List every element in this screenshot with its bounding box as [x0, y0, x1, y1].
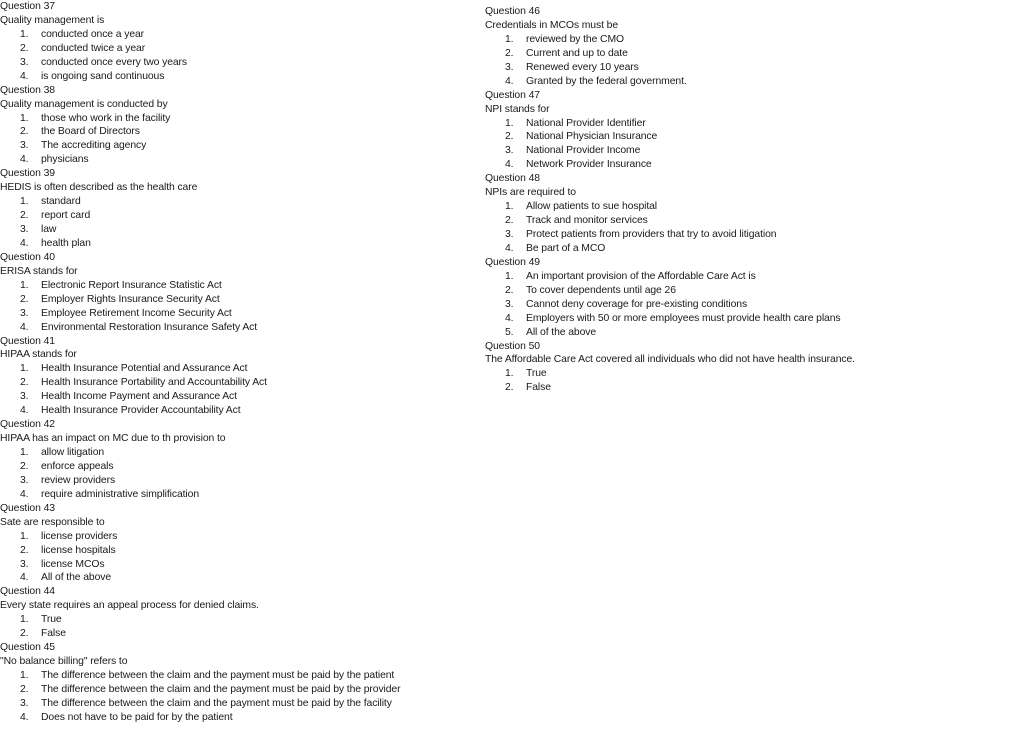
- answer-option: [0, 627, 470, 641]
- option-number: 1.: [20, 670, 29, 681]
- option-text: Network Provider Insurance: [526, 159, 652, 171]
- answer-option: [485, 117, 1005, 131]
- option-text: False: [526, 382, 551, 394]
- left-question-column: [0, 0, 470, 725]
- answer-option: [0, 530, 470, 544]
- answer-option: [0, 613, 470, 627]
- option-text: National Provider Identifier: [526, 117, 646, 129]
- option-number: 3.: [20, 474, 29, 486]
- option-number: 2.: [20, 42, 29, 54]
- option-number: 1.: [505, 368, 514, 380]
- question-stem: Sate are responsible to: [0, 516, 105, 528]
- option-number: 2.: [20, 544, 29, 556]
- option-number: 2.: [505, 215, 514, 227]
- option-number: 3.: [20, 307, 29, 319]
- option-text: Does not have to be paid for by the patient: [41, 711, 233, 723]
- answer-option: [0, 139, 470, 153]
- question-block: [485, 256, 1005, 340]
- question-title: Question 39: [0, 168, 55, 180]
- answer-option: [485, 312, 1005, 326]
- right-question-column: [485, 5, 1005, 395]
- answer-option: [0, 28, 470, 42]
- option-text: True: [526, 368, 547, 380]
- option-number: 1.: [20, 614, 29, 626]
- question-stem: NPI stands for: [485, 103, 550, 115]
- option-number: 1.: [20, 196, 29, 208]
- option-number: 1.: [20, 363, 29, 375]
- question-title: Question 38: [0, 84, 55, 96]
- option-text: Be part of a MCO: [526, 242, 606, 254]
- question-title: Question 49: [485, 256, 540, 268]
- question-title: Question 48: [485, 173, 540, 185]
- answer-option: [0, 195, 470, 209]
- question-stem: Every state requires an appeal process for denied claims.: [0, 600, 259, 612]
- option-number: 2.: [20, 628, 29, 640]
- option-number: 3.: [505, 229, 514, 240]
- option-text: conducted twice a year: [41, 42, 146, 54]
- option-number: 2.: [505, 131, 514, 143]
- option-number: 2.: [20, 377, 29, 389]
- question-block: [485, 5, 1005, 89]
- option-text: Environmental Restoration Insurance Safety Act: [41, 321, 258, 333]
- option-number: 3.: [20, 140, 29, 152]
- option-text: Protect patients from providers that try to avoid litigation: [526, 229, 777, 240]
- question-stem: ERISA stands for: [0, 265, 78, 277]
- answer-option: [0, 307, 470, 321]
- question-title: Question 47: [485, 89, 540, 101]
- question-title: Question 42: [0, 419, 55, 431]
- answer-option: [485, 200, 1005, 214]
- question-block: [0, 167, 470, 251]
- option-number: 3.: [20, 558, 29, 570]
- answer-option: [0, 711, 470, 725]
- option-number: 3.: [505, 298, 514, 310]
- option-number: 4.: [505, 75, 514, 87]
- question-block: [0, 335, 470, 419]
- question-block: [0, 585, 470, 641]
- option-number: 4.: [505, 159, 514, 171]
- question-stem: NPIs are required to: [485, 187, 576, 199]
- option-number: 4.: [20, 70, 29, 82]
- option-text: law: [41, 224, 57, 235]
- question-block: [485, 340, 1005, 396]
- option-text: Allow patients to sue hospital: [526, 201, 658, 213]
- option-number: 4.: [20, 154, 29, 166]
- option-text: Health Insurance Portability and Accountability Act: [41, 377, 267, 389]
- answer-option: [0, 669, 470, 683]
- option-number: 3.: [505, 61, 514, 73]
- question-stem: HIPAA stands for: [0, 349, 77, 361]
- answer-option: [485, 75, 1005, 89]
- answer-option: [0, 56, 470, 70]
- option-text: The accrediting agency: [41, 140, 147, 152]
- question-title: Question 45: [0, 642, 55, 654]
- option-text: is ongoing sand continuous: [41, 70, 165, 82]
- option-text: enforce appeals: [41, 460, 114, 472]
- option-number: 4.: [505, 312, 514, 324]
- question-stem: HEDIS is often described as the health care: [0, 182, 198, 194]
- option-number: 1.: [20, 530, 29, 542]
- option-number: 1.: [505, 201, 514, 213]
- option-text: physicians: [41, 154, 89, 166]
- option-text: reviewed by the CMO: [526, 33, 625, 45]
- answer-option: [0, 293, 470, 307]
- option-text: Employers with 50 or more employees must provide health care plans: [526, 312, 841, 324]
- answer-option: [0, 362, 470, 376]
- question-block: [0, 418, 470, 502]
- option-number: 4.: [20, 711, 29, 723]
- option-text: All of the above: [526, 326, 597, 338]
- option-text: review providers: [41, 474, 116, 486]
- option-number: 1.: [505, 270, 514, 282]
- answer-option: [0, 460, 470, 474]
- answer-option: [485, 47, 1005, 61]
- option-text: Health Insurance Potential and Assurance Act: [41, 363, 248, 375]
- question-stem: Quality management is: [0, 14, 105, 26]
- question-block: [0, 641, 470, 725]
- option-number: 2.: [505, 382, 514, 394]
- option-text: Current and up to date: [526, 47, 628, 59]
- option-text: Renewed every 10 years: [526, 61, 639, 73]
- question-stem: Credentials in MCOs must be: [485, 19, 619, 31]
- question-block: [485, 89, 1005, 173]
- option-text: The difference between the claim and the payment must be paid by the patient: [41, 670, 395, 681]
- option-text: National Provider Income: [526, 145, 641, 157]
- question-stem: HIPAA has an impact on MC due to th provision to: [0, 433, 226, 445]
- option-number: 4.: [20, 488, 29, 500]
- answer-option: [485, 33, 1005, 47]
- answer-option: [0, 223, 470, 237]
- answer-option: [0, 70, 470, 84]
- option-number: 4.: [20, 572, 29, 584]
- option-text: Electronic Report Insurance Statistic Act: [41, 279, 222, 291]
- option-number: 1.: [20, 112, 29, 124]
- answer-option: [0, 558, 470, 572]
- answer-option: [485, 158, 1005, 172]
- question-title: Question 37: [0, 1, 55, 12]
- option-text: license hospitals: [41, 544, 116, 556]
- question-block: [0, 502, 470, 586]
- answer-option: [0, 390, 470, 404]
- option-number: 1.: [20, 279, 29, 291]
- option-number: 4.: [20, 237, 29, 249]
- option-text: those who work in the facility: [41, 112, 171, 124]
- option-text: report card: [41, 210, 91, 222]
- option-text: license MCOs: [41, 558, 105, 570]
- answer-option: [485, 242, 1005, 256]
- option-text: Health Income Payment and Assurance Act: [41, 391, 237, 403]
- answer-option: [485, 326, 1005, 340]
- option-text: National Physician Insurance: [526, 131, 658, 143]
- option-number: 1.: [505, 117, 514, 129]
- option-number: 3.: [505, 145, 514, 157]
- option-text: conducted once a year: [41, 28, 145, 40]
- answer-option: [0, 376, 470, 390]
- answer-option: [0, 404, 470, 418]
- option-number: 2.: [20, 293, 29, 305]
- option-text: conducted once every two years: [41, 56, 188, 68]
- answer-option: [0, 446, 470, 460]
- option-text: All of the above: [41, 572, 112, 584]
- question-block: [0, 251, 470, 335]
- answer-option: [485, 381, 1005, 395]
- option-number: 1.: [20, 447, 29, 458]
- option-number: 2.: [20, 683, 29, 695]
- option-text: Cannot deny coverage for pre-existing conditions: [526, 298, 748, 310]
- option-number: 1.: [20, 28, 29, 40]
- option-number: 2.: [20, 126, 29, 138]
- option-text: the Board of Directors: [41, 126, 140, 138]
- option-text: Track and monitor services: [526, 215, 648, 227]
- question-stem: "No balance billing" refers to: [0, 656, 128, 668]
- option-text: Employer Rights Insurance Security Act: [41, 293, 220, 305]
- option-number: 2.: [20, 460, 29, 472]
- answer-option: [0, 697, 470, 711]
- option-text: The difference between the claim and the payment must be paid by the facility: [41, 697, 392, 709]
- answer-option: [485, 61, 1005, 75]
- answer-option: [0, 209, 470, 223]
- option-number: 3.: [20, 56, 29, 68]
- option-text: True: [41, 614, 62, 626]
- question-title: Question 43: [0, 502, 55, 514]
- option-text: license providers: [41, 530, 118, 542]
- question-stem: Quality management is conducted by: [0, 98, 168, 110]
- question-title: Question 40: [0, 251, 55, 263]
- answer-option: [0, 112, 470, 126]
- option-number: 2.: [505, 284, 514, 296]
- answer-option: [0, 474, 470, 488]
- answer-option: [0, 683, 470, 697]
- option-number: 3.: [20, 697, 29, 709]
- option-text: An important provision of the Affordable Care Act is: [526, 270, 756, 282]
- answer-option: [485, 130, 1005, 144]
- question-title: Question 44: [0, 586, 55, 598]
- answer-option: [0, 42, 470, 56]
- option-number: 4.: [20, 405, 29, 417]
- answer-option: [0, 321, 470, 335]
- option-text: health plan: [41, 237, 91, 249]
- answer-option: [485, 298, 1005, 312]
- option-text: standard: [41, 196, 81, 208]
- option-text: allow litigation: [41, 447, 105, 458]
- option-text: require administrative simplification: [41, 488, 199, 500]
- question-block: [485, 172, 1005, 256]
- option-number: 3.: [20, 391, 29, 403]
- option-text: Health Insurance Provider Accountability Act: [41, 405, 241, 417]
- option-number: 4.: [20, 321, 29, 333]
- question-stem: The Affordable Care Act covered all individuals who did not have health insurance.: [485, 354, 855, 366]
- option-text: To cover dependents until age 26: [526, 284, 676, 296]
- option-number: 1.: [505, 33, 514, 45]
- question-block: [0, 0, 470, 84]
- answer-option: [0, 125, 470, 139]
- answer-option: [0, 279, 470, 293]
- question-title: Question 41: [0, 335, 55, 347]
- option-text: False: [41, 628, 66, 640]
- option-number: 4.: [505, 242, 514, 254]
- question-block: [0, 84, 470, 168]
- option-number: 3.: [20, 224, 29, 235]
- answer-option: [485, 228, 1005, 242]
- option-text: Granted by the federal government.: [526, 75, 687, 87]
- answer-option: [485, 270, 1005, 284]
- answer-option: [485, 144, 1005, 158]
- option-text: The difference between the claim and the payment must be paid by the provider: [41, 683, 401, 695]
- option-number: 5.: [505, 326, 514, 338]
- option-text: Employee Retirement Income Security Act: [41, 307, 232, 319]
- answer-option: [485, 214, 1005, 228]
- answer-option: [0, 153, 470, 167]
- answer-option: [485, 367, 1005, 381]
- answer-option: [0, 488, 470, 502]
- answer-option: [0, 571, 470, 585]
- answer-option: [0, 237, 470, 251]
- option-number: 2.: [505, 47, 514, 59]
- question-title: Question 46: [485, 6, 540, 17]
- option-number: 2.: [20, 210, 29, 222]
- answer-option: [485, 284, 1005, 298]
- answer-option: [0, 544, 470, 558]
- question-title: Question 50: [485, 340, 540, 352]
